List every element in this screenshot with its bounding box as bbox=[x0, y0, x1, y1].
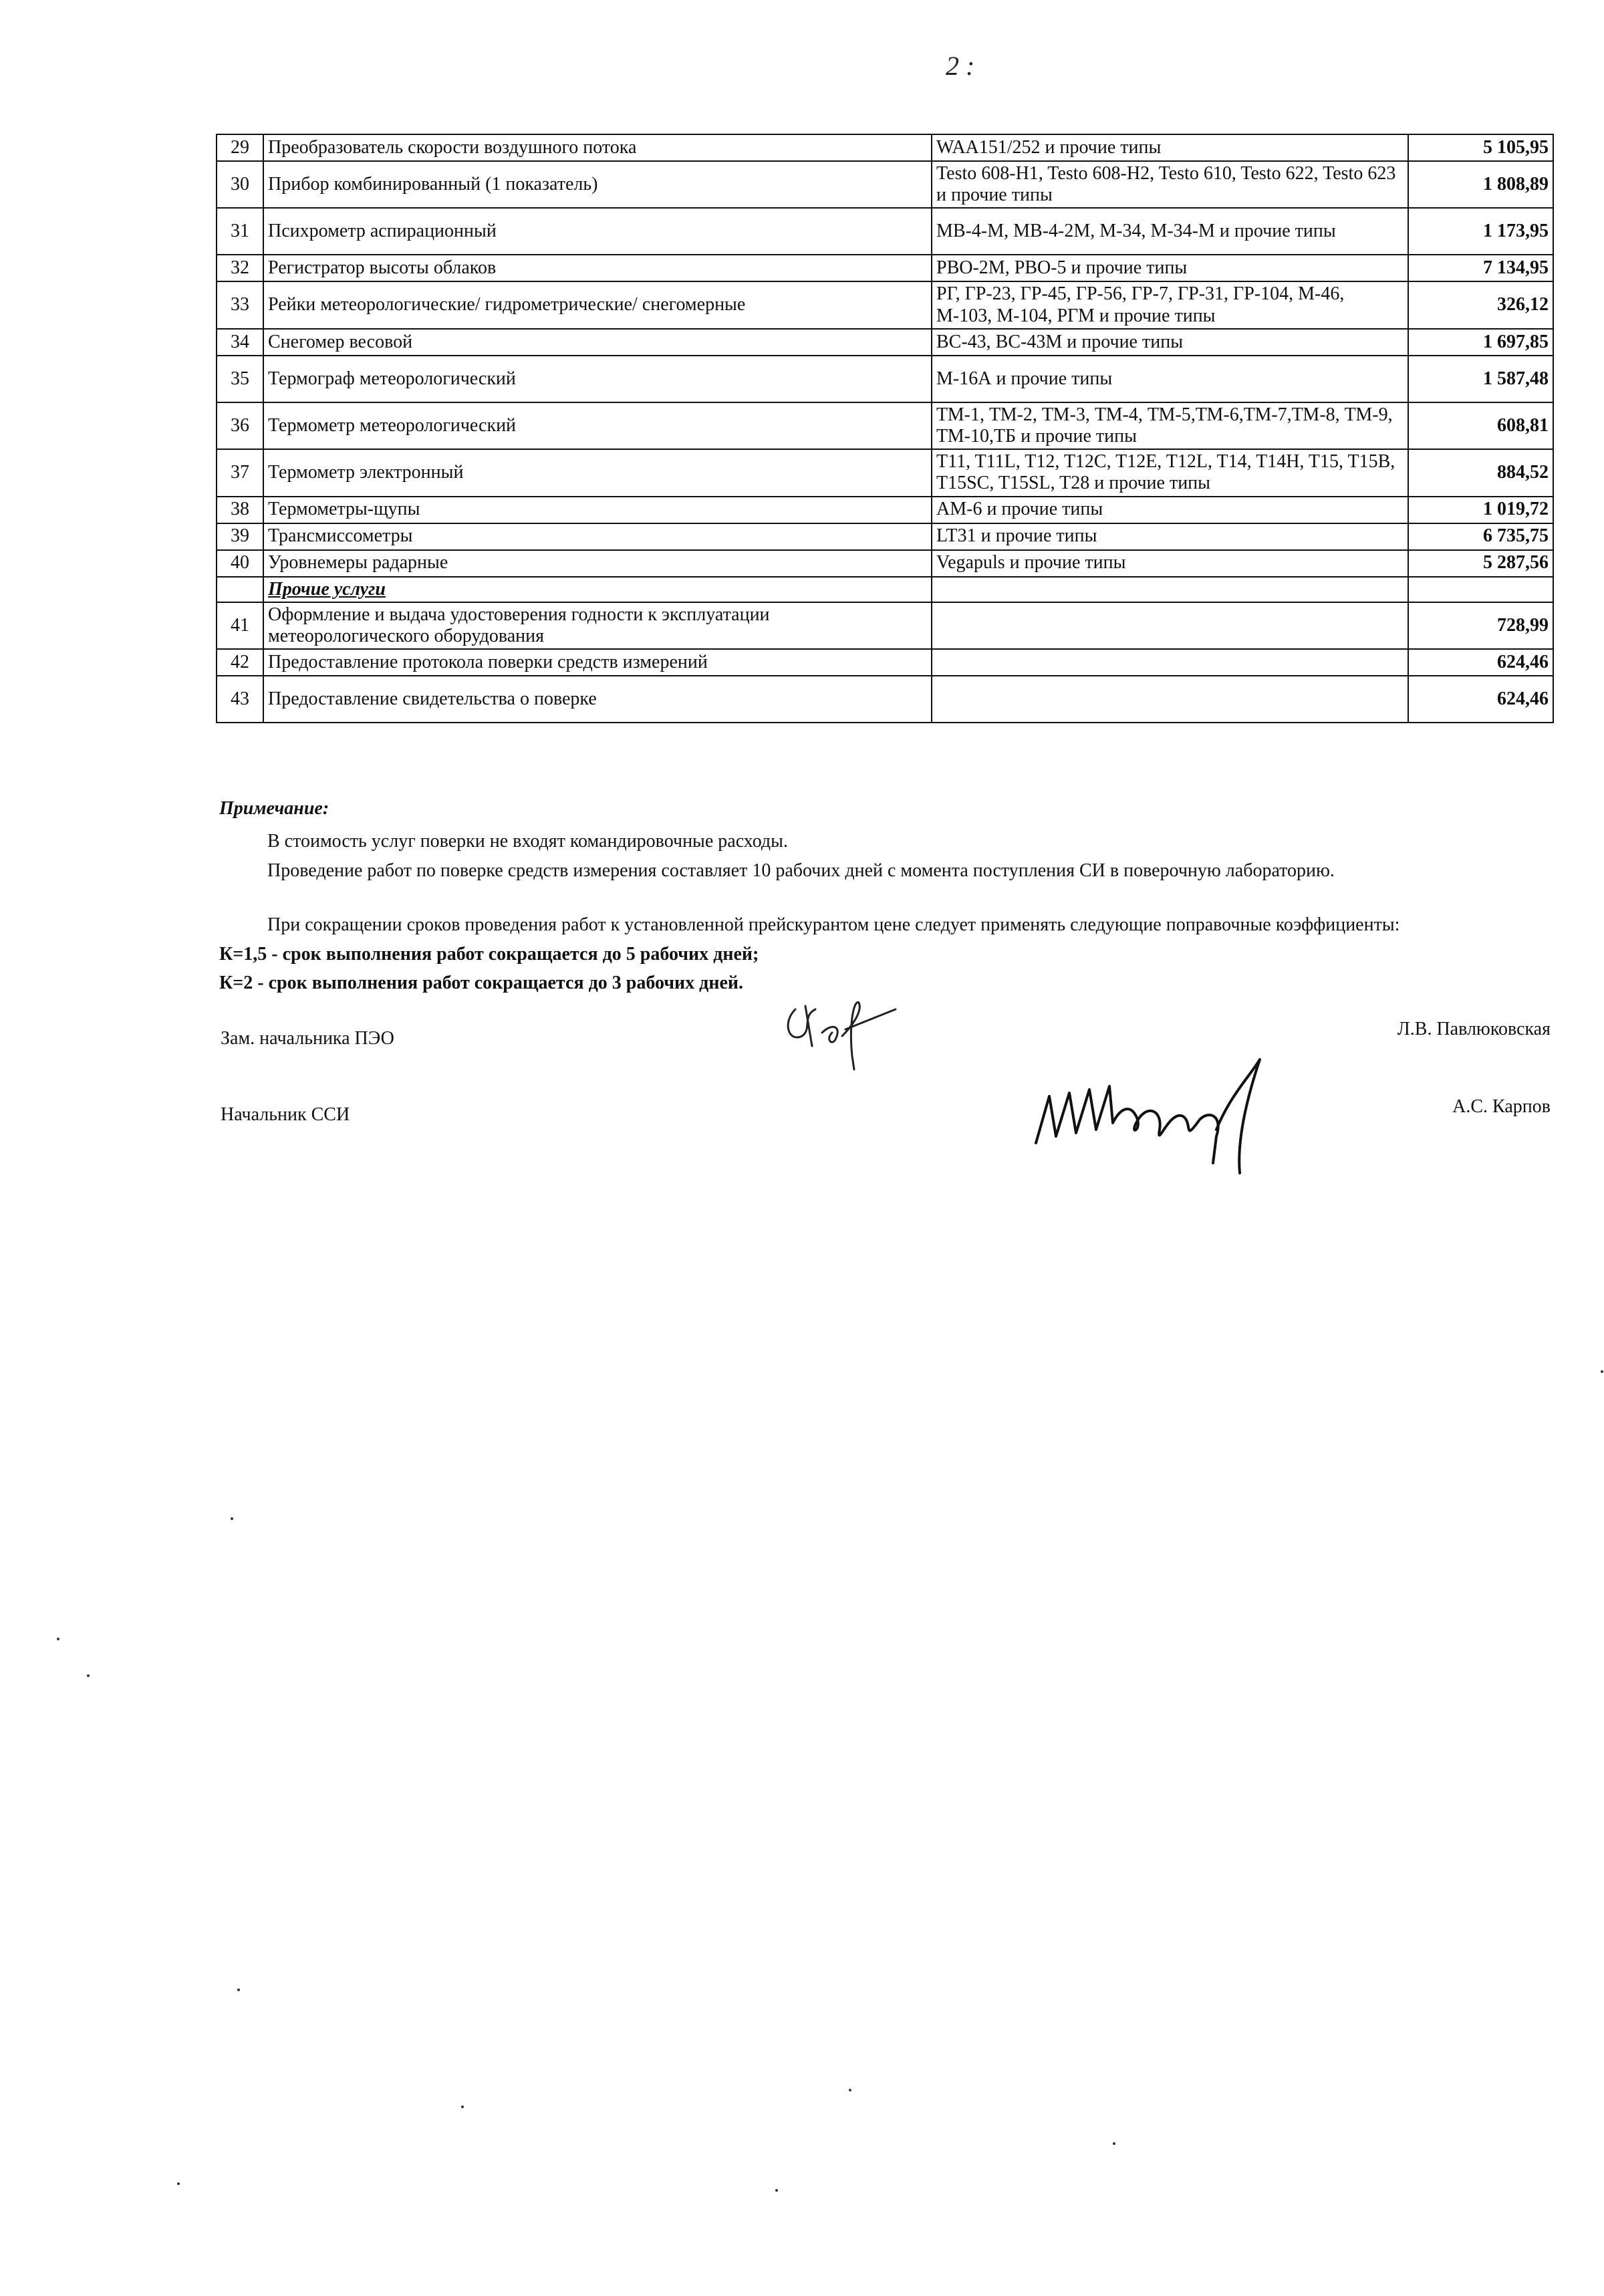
notes-title: Примечание: bbox=[219, 798, 329, 819]
device-types: ВС-43, ВС-43М и прочие типы bbox=[932, 329, 1408, 356]
device-types: РВО-2М, РВО-5 и прочие типы bbox=[932, 255, 1408, 281]
deputy-title: Зам. начальника ПЭО bbox=[221, 1028, 394, 1049]
table-row bbox=[217, 402, 1553, 449]
table-row bbox=[217, 208, 1553, 255]
price-value: 1 019,72 bbox=[1408, 497, 1553, 523]
price-value: 326,12 bbox=[1408, 281, 1553, 328]
row-number: 37 bbox=[217, 449, 263, 496]
head-name: А.С. Карпов bbox=[1452, 1096, 1551, 1117]
head-title: Начальник ССИ bbox=[221, 1104, 350, 1125]
price-value: 1 587,48 bbox=[1408, 356, 1553, 402]
price-value: 624,46 bbox=[1408, 649, 1553, 676]
notes-block bbox=[219, 794, 1556, 997]
service-name: Термометр электронный bbox=[263, 449, 932, 496]
table-row bbox=[217, 676, 1553, 723]
table-row bbox=[217, 161, 1553, 208]
device-types bbox=[932, 577, 1408, 602]
device-types: WAA151/252 и прочие типы bbox=[932, 134, 1408, 161]
service-name: Термограф метеорологический bbox=[263, 356, 932, 402]
deputy-name: Л.В. Павлюковская bbox=[1397, 1019, 1551, 1039]
table-row bbox=[217, 449, 1553, 496]
service-name: Трансмиссометры bbox=[263, 523, 932, 550]
device-types: РГ, ГР-23, ГР-45, ГР-56, ГР-7, ГР-31, ГР-104, М-46, М-103, М-104, РГМ и прочие типы bbox=[932, 281, 1408, 328]
table-row bbox=[217, 523, 1553, 550]
row-number: 38 bbox=[217, 497, 263, 523]
price-value bbox=[1408, 577, 1553, 602]
note-line-2: Проведение работ по поверке средств измерения составляет 10 рабочих дней с момента поступления СИ в поверочную лабораторию. bbox=[267, 860, 1335, 881]
device-types: Vegapuls и прочие типы bbox=[932, 550, 1408, 577]
row-number: 29 bbox=[217, 134, 263, 161]
price-value: 728,99 bbox=[1408, 602, 1553, 649]
row-number bbox=[217, 577, 263, 602]
row-number: 31 bbox=[217, 208, 263, 255]
section-title: Прочие услуги bbox=[263, 577, 932, 602]
device-types: М-16А и прочие типы bbox=[932, 356, 1408, 402]
device-types: Testo 608-H1, Testo 608-H2, Testo 610, Testo 622, Testo 623 и прочие типы bbox=[932, 161, 1408, 208]
table-row bbox=[217, 497, 1553, 523]
row-number: 36 bbox=[217, 402, 263, 449]
row-number: 40 bbox=[217, 550, 263, 577]
service-name: Предоставление свидетельства о поверке bbox=[263, 676, 932, 723]
service-name: Термометр метеорологический bbox=[263, 402, 932, 449]
price-value: 608,81 bbox=[1408, 402, 1553, 449]
device-types: АМ-6 и прочие типы bbox=[932, 497, 1408, 523]
row-number: 39 bbox=[217, 523, 263, 550]
note-line-3: При сокращении сроков проведения работ к установленной прейскурантом цене следует применять следующие поправочные коэффициенты: bbox=[267, 914, 1400, 936]
table-row bbox=[217, 602, 1553, 649]
table-row bbox=[217, 356, 1553, 402]
row-number: 41 bbox=[217, 602, 263, 649]
table-row bbox=[217, 134, 1553, 161]
price-value: 1 697,85 bbox=[1408, 329, 1553, 356]
section-row bbox=[217, 577, 1553, 602]
service-name: Преобразователь скорости воздушного потока bbox=[263, 134, 932, 161]
table-row bbox=[217, 649, 1553, 676]
device-types bbox=[932, 649, 1408, 676]
price-value: 6 735,75 bbox=[1408, 523, 1553, 550]
service-name: Термометры-щупы bbox=[263, 497, 932, 523]
price-list-table bbox=[216, 134, 1554, 723]
service-name: Прибор комбинированный (1 показатель) bbox=[263, 161, 932, 208]
row-number: 43 bbox=[217, 676, 263, 723]
row-number: 34 bbox=[217, 329, 263, 356]
table-row bbox=[217, 550, 1553, 577]
note-line-1: В стоимость услуг поверки не входят командировочные расходы. bbox=[267, 831, 788, 852]
service-name: Предоставление протокола поверки средств измерений bbox=[263, 649, 932, 676]
service-name: Снегомер весовой bbox=[263, 329, 932, 356]
price-value: 884,52 bbox=[1408, 449, 1553, 496]
row-number: 33 bbox=[217, 281, 263, 328]
coefficient-2: К=2 - срок выполнения работ сокращается до 3 рабочих дней. bbox=[219, 972, 744, 993]
row-number: 30 bbox=[217, 161, 263, 208]
price-value: 1 808,89 bbox=[1408, 161, 1553, 208]
device-types: МВ-4-М, МВ-4-2М, М-34, М-34-М и прочие типы bbox=[932, 208, 1408, 255]
price-value: 1 173,95 bbox=[1408, 208, 1553, 255]
device-types: T11, T11L, T12, T12C, T12E, T12L, T14, T14H, T15, T15B, T15SC, T15SL, T28 и прочие типы bbox=[932, 449, 1408, 496]
device-types: LT31 и прочие типы bbox=[932, 523, 1408, 550]
device-types: ТМ-1, ТМ-2, ТМ-3, ТМ-4, ТМ-5,ТМ-6,ТМ-7,ТМ-8, ТМ-9, ТМ-10,ТБ и прочие типы bbox=[932, 402, 1408, 449]
page-number-mark: 2 : bbox=[946, 51, 975, 81]
service-name: Регистратор высоты облаков bbox=[263, 255, 932, 281]
device-types bbox=[932, 602, 1408, 649]
service-name: Уровнемеры радарные bbox=[263, 550, 932, 577]
row-number: 32 bbox=[217, 255, 263, 281]
price-value: 7 134,95 bbox=[1408, 255, 1553, 281]
table-row bbox=[217, 329, 1553, 356]
table-row bbox=[217, 255, 1553, 281]
coefficient-1: К=1,5 - срок выполнения работ сокращается до 5 рабочих дней; bbox=[219, 943, 759, 965]
service-name: Психрометр аспирационный bbox=[263, 208, 932, 255]
price-value: 5 287,56 bbox=[1408, 550, 1553, 577]
table-row bbox=[217, 281, 1553, 328]
head-signature bbox=[1029, 1056, 1297, 1176]
service-name: Оформление и выдача удостоверения годности к эксплуатации метеорологического оборудования bbox=[263, 602, 932, 649]
deputy-signature bbox=[775, 996, 909, 1076]
row-number: 35 bbox=[217, 356, 263, 402]
price-value: 624,46 bbox=[1408, 676, 1553, 723]
row-number: 42 bbox=[217, 649, 263, 676]
price-value: 5 105,95 bbox=[1408, 134, 1553, 161]
service-name: Рейки метеорологические/ гидрометрические/ снегомерные bbox=[263, 281, 932, 328]
device-types bbox=[932, 676, 1408, 723]
